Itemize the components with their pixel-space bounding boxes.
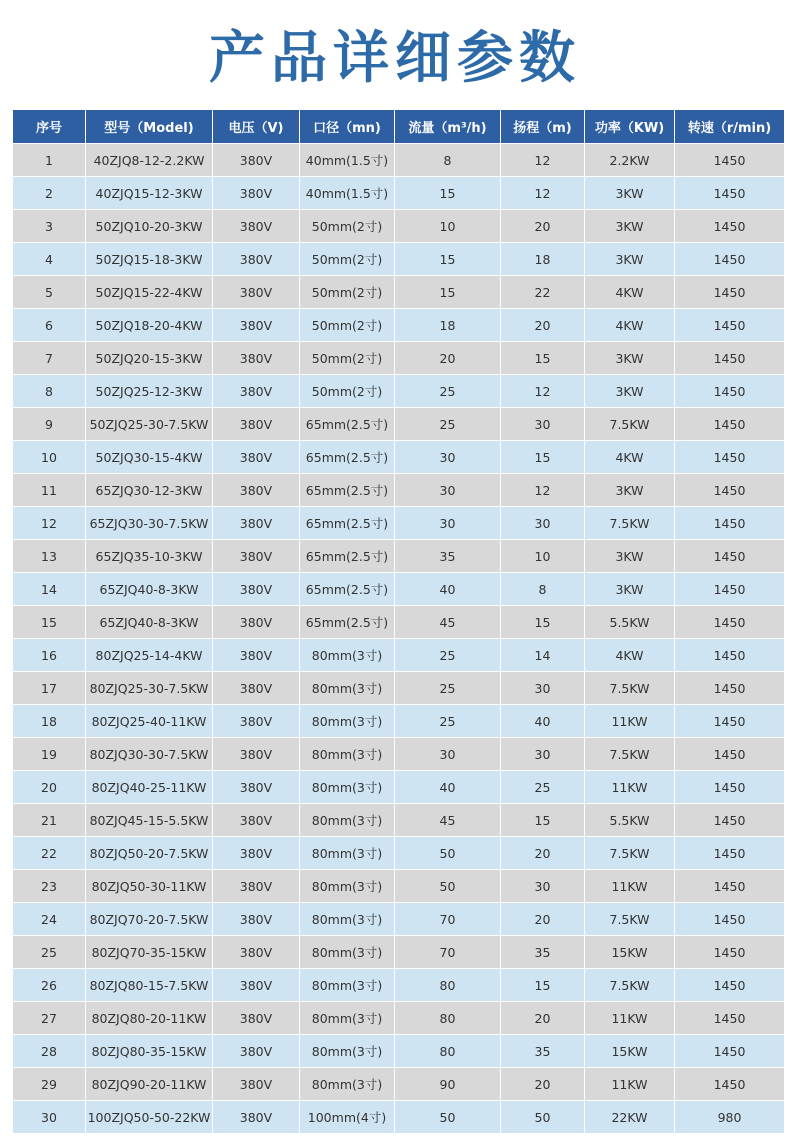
table-row [13, 705, 785, 738]
cell-caliber: 50mm(2寸) [300, 210, 395, 243]
cell-voltage: 380V [213, 705, 300, 738]
cell-flow: 90 [395, 1068, 501, 1101]
cell-power: 3KW [585, 243, 675, 276]
cell-voltage: 380V [213, 342, 300, 375]
cell-speed: 1450 [675, 540, 785, 573]
cell-voltage: 380V [213, 441, 300, 474]
table-row [13, 738, 785, 771]
cell-flow: 80 [395, 1035, 501, 1068]
cell-head: 35 [501, 1035, 585, 1068]
cell-speed: 1450 [675, 507, 785, 540]
header-voltage: 电压（V) [213, 110, 300, 144]
cell-caliber: 80mm(3寸) [300, 804, 395, 837]
cell-flow: 50 [395, 1101, 501, 1134]
cell-speed: 1450 [675, 408, 785, 441]
cell-power: 4KW [585, 276, 675, 309]
cell-head: 35 [501, 936, 585, 969]
cell-flow: 8 [395, 144, 501, 177]
cell-power: 7.5KW [585, 903, 675, 936]
cell-head: 12 [501, 177, 585, 210]
cell-voltage: 380V [213, 1068, 300, 1101]
cell-voltage: 380V [213, 408, 300, 441]
cell-caliber: 80mm(3寸) [300, 705, 395, 738]
cell-head: 30 [501, 738, 585, 771]
cell-voltage: 380V [213, 969, 300, 1002]
cell-caliber: 50mm(2寸) [300, 276, 395, 309]
table-row [13, 804, 785, 837]
table-row [13, 507, 785, 540]
cell-model: 65ZJQ35-10-3KW [86, 540, 213, 573]
cell-voltage: 380V [213, 1035, 300, 1068]
cell-head: 10 [501, 540, 585, 573]
cell-caliber: 65mm(2.5寸) [300, 408, 395, 441]
cell-flow: 70 [395, 903, 501, 936]
cell-caliber: 80mm(3寸) [300, 1035, 395, 1068]
cell-voltage: 380V [213, 903, 300, 936]
cell-index: 2 [13, 177, 86, 210]
cell-power: 5.5KW [585, 606, 675, 639]
cell-index: 4 [13, 243, 86, 276]
cell-index: 1 [13, 144, 86, 177]
cell-power: 7.5KW [585, 969, 675, 1002]
cell-caliber: 65mm(2.5寸) [300, 474, 395, 507]
cell-flow: 30 [395, 441, 501, 474]
table-row [13, 276, 785, 309]
cell-speed: 1450 [675, 243, 785, 276]
cell-power: 4KW [585, 441, 675, 474]
cell-speed: 1450 [675, 1002, 785, 1035]
header-caliber: 口径（mn) [300, 110, 395, 144]
cell-speed: 1450 [675, 804, 785, 837]
cell-caliber: 80mm(3寸) [300, 672, 395, 705]
table-row [13, 837, 785, 870]
table-row [13, 375, 785, 408]
header-power: 功率（KW) [585, 110, 675, 144]
cell-head: 20 [501, 1068, 585, 1101]
header-index: 序号 [13, 110, 86, 144]
cell-index: 30 [13, 1101, 86, 1134]
cell-flow: 80 [395, 1002, 501, 1035]
cell-caliber: 65mm(2.5寸) [300, 606, 395, 639]
cell-head: 20 [501, 309, 585, 342]
cell-flow: 25 [395, 639, 501, 672]
cell-index: 15 [13, 606, 86, 639]
cell-voltage: 380V [213, 540, 300, 573]
cell-model: 65ZJQ40-8-3KW [86, 606, 213, 639]
cell-index: 3 [13, 210, 86, 243]
cell-index: 28 [13, 1035, 86, 1068]
cell-speed: 1450 [675, 276, 785, 309]
cell-voltage: 380V [213, 606, 300, 639]
cell-head: 30 [501, 408, 585, 441]
cell-index: 29 [13, 1068, 86, 1101]
cell-voltage: 380V [213, 804, 300, 837]
cell-caliber: 80mm(3寸) [300, 837, 395, 870]
cell-model: 50ZJQ15-18-3KW [86, 243, 213, 276]
cell-speed: 1450 [675, 870, 785, 903]
cell-head: 25 [501, 771, 585, 804]
cell-model: 50ZJQ15-22-4KW [86, 276, 213, 309]
cell-flow: 35 [395, 540, 501, 573]
cell-head: 18 [501, 243, 585, 276]
cell-voltage: 380V [213, 144, 300, 177]
table-row [13, 408, 785, 441]
cell-index: 10 [13, 441, 86, 474]
cell-speed: 1450 [675, 144, 785, 177]
cell-index: 13 [13, 540, 86, 573]
cell-model: 80ZJQ90-20-11KW [86, 1068, 213, 1101]
cell-power: 11KW [585, 870, 675, 903]
cell-speed: 980 [675, 1101, 785, 1134]
cell-voltage: 380V [213, 1101, 300, 1134]
cell-index: 19 [13, 738, 86, 771]
cell-power: 4KW [585, 639, 675, 672]
cell-flow: 80 [395, 969, 501, 1002]
cell-model: 80ZJQ45-15-5.5KW [86, 804, 213, 837]
cell-head: 20 [501, 903, 585, 936]
cell-power: 11KW [585, 771, 675, 804]
cell-speed: 1450 [675, 474, 785, 507]
cell-voltage: 380V [213, 243, 300, 276]
table-row [13, 474, 785, 507]
table-row [13, 903, 785, 936]
table-row [13, 639, 785, 672]
cell-model: 80ZJQ70-20-7.5KW [86, 903, 213, 936]
cell-voltage: 380V [213, 672, 300, 705]
cell-power: 11KW [585, 1002, 675, 1035]
cell-speed: 1450 [675, 177, 785, 210]
cell-speed: 1450 [675, 375, 785, 408]
cell-index: 12 [13, 507, 86, 540]
cell-power: 11KW [585, 705, 675, 738]
cell-speed: 1450 [675, 342, 785, 375]
table-row [13, 1101, 785, 1134]
cell-caliber: 40mm(1.5寸) [300, 177, 395, 210]
cell-speed: 1450 [675, 705, 785, 738]
cell-head: 14 [501, 639, 585, 672]
cell-voltage: 380V [213, 309, 300, 342]
cell-voltage: 380V [213, 738, 300, 771]
table-row [13, 177, 785, 210]
table-row [13, 441, 785, 474]
cell-speed: 1450 [675, 903, 785, 936]
cell-power: 7.5KW [585, 408, 675, 441]
cell-index: 24 [13, 903, 86, 936]
cell-speed: 1450 [675, 639, 785, 672]
cell-speed: 1450 [675, 936, 785, 969]
cell-model: 80ZJQ70-35-15KW [86, 936, 213, 969]
cell-head: 15 [501, 441, 585, 474]
cell-speed: 1450 [675, 738, 785, 771]
cell-speed: 1450 [675, 441, 785, 474]
cell-model: 40ZJQ15-12-3KW [86, 177, 213, 210]
cell-index: 6 [13, 309, 86, 342]
cell-power: 4KW [585, 309, 675, 342]
cell-voltage: 380V [213, 771, 300, 804]
cell-model: 80ZJQ50-20-7.5KW [86, 837, 213, 870]
cell-power: 3KW [585, 540, 675, 573]
cell-flow: 25 [395, 408, 501, 441]
cell-model: 80ZJQ25-30-7.5KW [86, 672, 213, 705]
cell-model: 65ZJQ30-12-3KW [86, 474, 213, 507]
cell-flow: 15 [395, 276, 501, 309]
cell-power: 3KW [585, 573, 675, 606]
cell-voltage: 380V [213, 507, 300, 540]
cell-index: 26 [13, 969, 86, 1002]
cell-index: 23 [13, 870, 86, 903]
cell-head: 15 [501, 804, 585, 837]
cell-caliber: 80mm(3寸) [300, 771, 395, 804]
table-row [13, 771, 785, 804]
header-speed: 转速（r/min) [675, 110, 785, 144]
cell-voltage: 380V [213, 936, 300, 969]
table-row [13, 672, 785, 705]
table-row [13, 309, 785, 342]
cell-index: 9 [13, 408, 86, 441]
table-row [13, 210, 785, 243]
cell-model: 65ZJQ30-30-7.5KW [86, 507, 213, 540]
cell-model: 80ZJQ80-20-11KW [86, 1002, 213, 1035]
cell-model: 80ZJQ80-15-7.5KW [86, 969, 213, 1002]
cell-index: 27 [13, 1002, 86, 1035]
cell-caliber: 40mm(1.5寸) [300, 144, 395, 177]
cell-speed: 1450 [675, 606, 785, 639]
cell-model: 80ZJQ25-40-11KW [86, 705, 213, 738]
cell-head: 15 [501, 969, 585, 1002]
cell-index: 8 [13, 375, 86, 408]
cell-power: 7.5KW [585, 738, 675, 771]
spec-table [12, 109, 785, 1134]
cell-flow: 20 [395, 342, 501, 375]
cell-flow: 50 [395, 870, 501, 903]
cell-power: 2.2KW [585, 144, 675, 177]
cell-flow: 30 [395, 738, 501, 771]
cell-model: 50ZJQ25-12-3KW [86, 375, 213, 408]
cell-power: 15KW [585, 1035, 675, 1068]
cell-power: 3KW [585, 375, 675, 408]
table-row [13, 144, 785, 177]
cell-caliber: 50mm(2寸) [300, 243, 395, 276]
cell-caliber: 80mm(3寸) [300, 1068, 395, 1101]
table-row [13, 1068, 785, 1101]
cell-voltage: 380V [213, 210, 300, 243]
cell-power: 7.5KW [585, 837, 675, 870]
cell-flow: 70 [395, 936, 501, 969]
cell-model: 50ZJQ30-15-4KW [86, 441, 213, 474]
cell-flow: 25 [395, 705, 501, 738]
cell-caliber: 50mm(2寸) [300, 309, 395, 342]
cell-model: 80ZJQ40-25-11KW [86, 771, 213, 804]
cell-speed: 1450 [675, 573, 785, 606]
cell-head: 12 [501, 144, 585, 177]
cell-flow: 40 [395, 573, 501, 606]
cell-caliber: 65mm(2.5寸) [300, 573, 395, 606]
cell-speed: 1450 [675, 672, 785, 705]
cell-head: 12 [501, 375, 585, 408]
cell-voltage: 380V [213, 573, 300, 606]
table-row [13, 606, 785, 639]
cell-head: 30 [501, 870, 585, 903]
cell-head: 15 [501, 342, 585, 375]
cell-power: 22KW [585, 1101, 675, 1134]
cell-speed: 1450 [675, 837, 785, 870]
cell-voltage: 380V [213, 474, 300, 507]
cell-flow: 18 [395, 309, 501, 342]
cell-caliber: 65mm(2.5寸) [300, 441, 395, 474]
cell-speed: 1450 [675, 969, 785, 1002]
cell-head: 8 [501, 573, 585, 606]
cell-head: 30 [501, 507, 585, 540]
table-row [13, 1035, 785, 1068]
cell-index: 20 [13, 771, 86, 804]
cell-flow: 45 [395, 804, 501, 837]
cell-head: 40 [501, 705, 585, 738]
cell-model: 80ZJQ30-30-7.5KW [86, 738, 213, 771]
cell-model: 65ZJQ40-8-3KW [86, 573, 213, 606]
cell-model: 50ZJQ18-20-4KW [86, 309, 213, 342]
cell-model: 80ZJQ80-35-15KW [86, 1035, 213, 1068]
cell-power: 15KW [585, 936, 675, 969]
cell-index: 18 [13, 705, 86, 738]
cell-caliber: 80mm(3寸) [300, 870, 395, 903]
cell-flow: 10 [395, 210, 501, 243]
cell-index: 25 [13, 936, 86, 969]
cell-index: 11 [13, 474, 86, 507]
cell-index: 21 [13, 804, 86, 837]
cell-caliber: 65mm(2.5寸) [300, 507, 395, 540]
cell-head: 22 [501, 276, 585, 309]
cell-speed: 1450 [675, 1068, 785, 1101]
cell-index: 17 [13, 672, 86, 705]
cell-flow: 30 [395, 507, 501, 540]
cell-speed: 1450 [675, 1035, 785, 1068]
cell-caliber: 80mm(3寸) [300, 738, 395, 771]
page-title: 产品详细参数 [209, 26, 581, 91]
table-row [13, 573, 785, 606]
cell-caliber: 80mm(3寸) [300, 639, 395, 672]
cell-power: 3KW [585, 474, 675, 507]
cell-caliber: 50mm(2寸) [300, 342, 395, 375]
cell-head: 15 [501, 606, 585, 639]
table-row [13, 969, 785, 1002]
header-head: 扬程（m) [501, 110, 585, 144]
cell-speed: 1450 [675, 210, 785, 243]
cell-voltage: 380V [213, 177, 300, 210]
cell-head: 50 [501, 1101, 585, 1134]
cell-caliber: 80mm(3寸) [300, 903, 395, 936]
cell-index: 7 [13, 342, 86, 375]
cell-model: 50ZJQ25-30-7.5KW [86, 408, 213, 441]
cell-power: 3KW [585, 177, 675, 210]
cell-model: 40ZJQ8-12-2.2KW [86, 144, 213, 177]
cell-voltage: 380V [213, 639, 300, 672]
cell-flow: 50 [395, 837, 501, 870]
cell-caliber: 50mm(2寸) [300, 375, 395, 408]
header-flow: 流量（m³/h) [395, 110, 501, 144]
cell-voltage: 380V [213, 276, 300, 309]
cell-power: 7.5KW [585, 672, 675, 705]
cell-model: 50ZJQ10-20-3KW [86, 210, 213, 243]
cell-speed: 1450 [675, 309, 785, 342]
cell-flow: 25 [395, 672, 501, 705]
cell-index: 22 [13, 837, 86, 870]
cell-head: 30 [501, 672, 585, 705]
cell-head: 20 [501, 210, 585, 243]
table-row [13, 870, 785, 903]
cell-power: 11KW [585, 1068, 675, 1101]
cell-speed: 1450 [675, 771, 785, 804]
cell-power: 3KW [585, 342, 675, 375]
cell-index: 5 [13, 276, 86, 309]
cell-caliber: 80mm(3寸) [300, 1002, 395, 1035]
cell-caliber: 80mm(3寸) [300, 936, 395, 969]
cell-head: 20 [501, 837, 585, 870]
cell-power: 3KW [585, 210, 675, 243]
cell-flow: 15 [395, 177, 501, 210]
cell-caliber: 80mm(3寸) [300, 969, 395, 1002]
table-row [13, 540, 785, 573]
cell-head: 20 [501, 1002, 585, 1035]
cell-model: 100ZJQ50-50-22KW [86, 1101, 213, 1134]
cell-index: 16 [13, 639, 86, 672]
cell-model: 80ZJQ25-14-4KW [86, 639, 213, 672]
table-header-row [13, 110, 785, 144]
cell-voltage: 380V [213, 837, 300, 870]
cell-flow: 40 [395, 771, 501, 804]
cell-caliber: 100mm(4寸) [300, 1101, 395, 1134]
cell-voltage: 380V [213, 375, 300, 408]
cell-flow: 30 [395, 474, 501, 507]
cell-flow: 45 [395, 606, 501, 639]
cell-head: 12 [501, 474, 585, 507]
cell-power: 7.5KW [585, 507, 675, 540]
cell-voltage: 380V [213, 1002, 300, 1035]
cell-caliber: 65mm(2.5寸) [300, 540, 395, 573]
cell-power: 5.5KW [585, 804, 675, 837]
header-model: 型号（Model) [86, 110, 213, 144]
table-row [13, 342, 785, 375]
cell-model: 50ZJQ20-15-3KW [86, 342, 213, 375]
cell-flow: 25 [395, 375, 501, 408]
table-row [13, 1002, 785, 1035]
cell-flow: 15 [395, 243, 501, 276]
table-row [13, 243, 785, 276]
cell-model: 80ZJQ50-30-11KW [86, 870, 213, 903]
cell-index: 14 [13, 573, 86, 606]
cell-voltage: 380V [213, 870, 300, 903]
table-row [13, 936, 785, 969]
